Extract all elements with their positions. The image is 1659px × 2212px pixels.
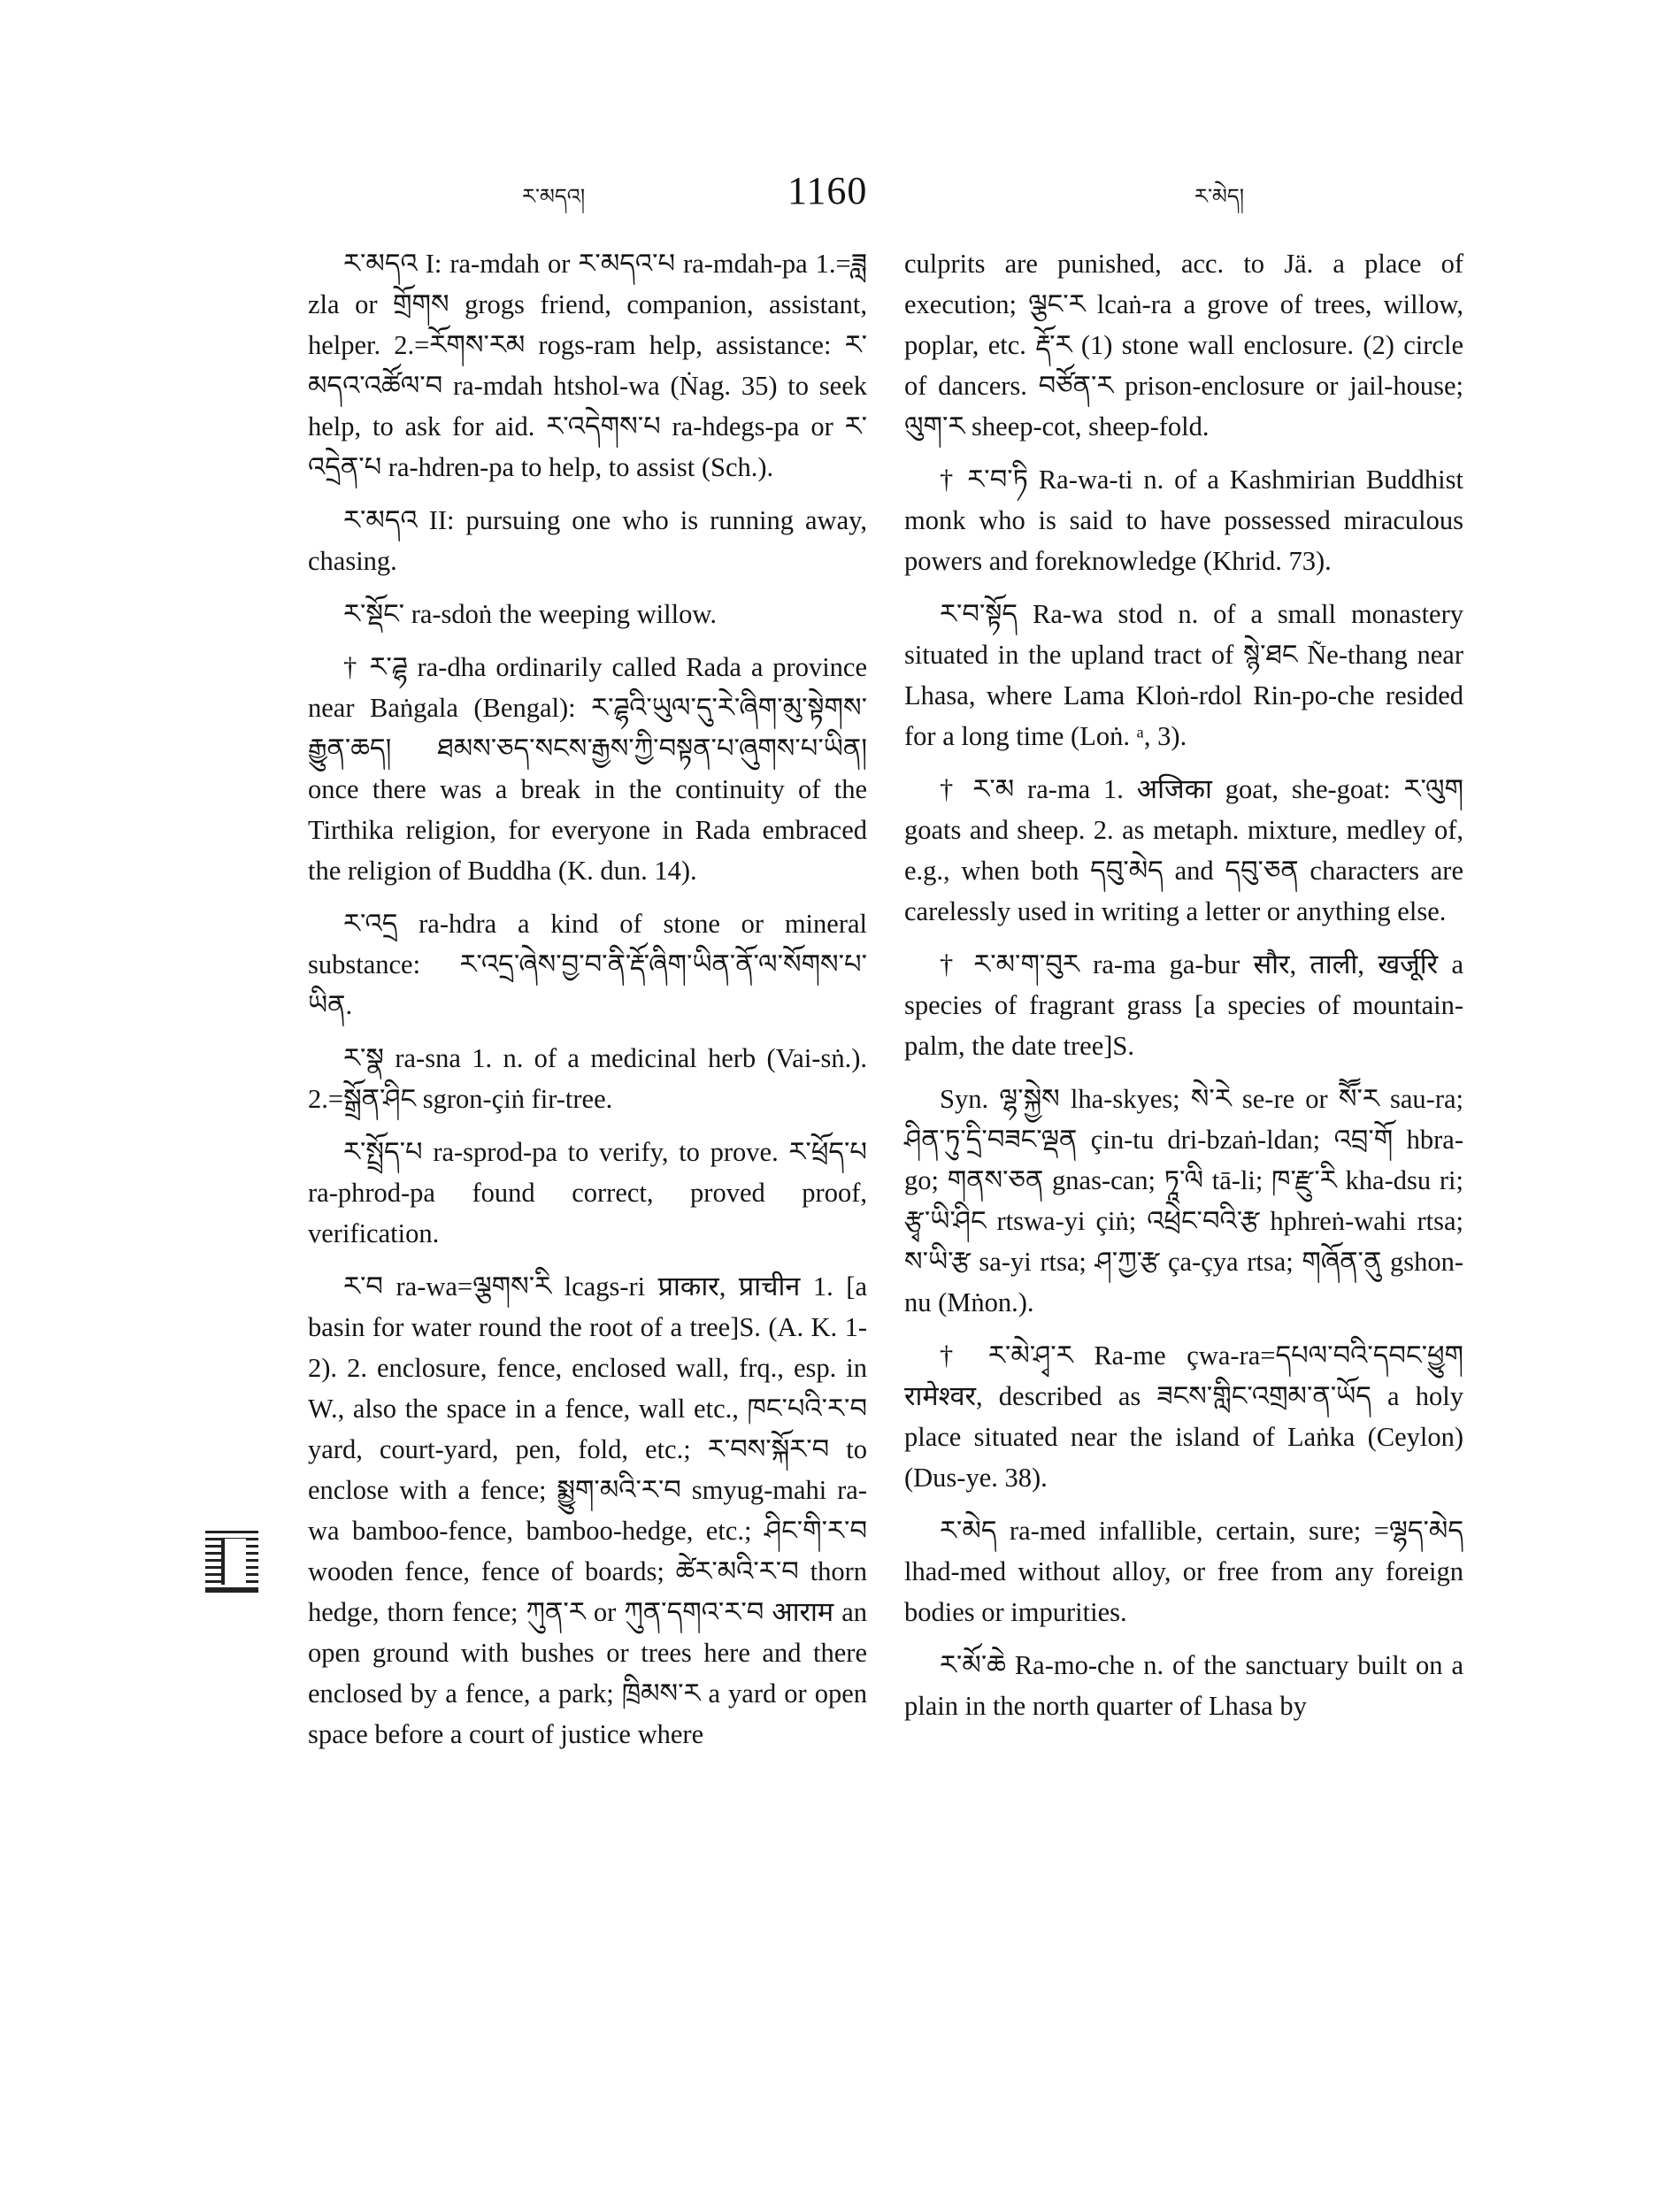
entry-ra-mdah-2: ར་མདའ II: pursuing one who is running away, chasing. — [308, 505, 867, 576]
entry-synonyms: Syn. ལྷ་སྐྱེས lha-skyes; སེ་རེ se-re or སཽ་ར sau-ra; ཤིན་ཏུ་དྲི་བཟང་ལྡན çin-tu dri-bzaṅ-ldan; འབྲ་གོ hbra-go; གནས་ཅན gnas-can; ཏཱ་ལི tā-li; ཁ་རྫུ་རི kha-dsu ri; རྩྭ་ཡི་ཤིང rtswa-yi çiṅ; འཕྲེང་བའི་རྩ hphreṅ-wahi rtsa; ས་ཡི་རྩ sa-yi rtsa; ཤ་ཀྱ་རྩ ça-çya rtsa; གཞོན་ནུ gshon-nu (Mṅon.). — [904, 1084, 1463, 1317]
header-left-guideword: ར་མདའ། — [522, 186, 586, 209]
page-header — [0, 168, 1659, 221]
entry-ra-wa-stod: ར་བ་སྟོད Ra-wa stod n. of a small monastery situated in the upland tract of སྙེ་ཐང Ñe-thang near Lhasa, where Lama Kloṅ-rdol Rin-po-che resided for a long time (Loṅ. ᵃ, 3). — [904, 599, 1463, 751]
entry-ra-me-cwa-ra: † ར་མེ་ཤྭ་ར Ra-me çwa-ra=དཔལ་བའི་དབང་ཕྱུག रामेश्वर, described as ཟངས་གླིང་འགྲམ་ན་ཡོད a holy place situated near the island of Laṅka (Ceylon) (Dus-ye. 38). — [904, 1340, 1463, 1493]
entry-ra-hdra: ར་འདྲ ra-hdra a kind of stone or mineral substance: ར་འདྲ་ཞེས་བྱ་བ་ནི་རྡོ་ཞིག་ཡིན་ནོ་ལ་སོགས་པ་ཡིན. — [308, 909, 867, 1020]
entry-ra-sdon: ར་སྡོང་ ra-sdoṅ the weeping willow. — [343, 599, 718, 629]
entry-ra-ma: † ར་མ ra-ma 1. अजिका goat, she-goat: ར་ལུག goats and sheep. 2. as metaph. mixture, medley of, e.g., when both དབུ་མེད and དབུ་ཅན characters are carelessly used in writing a letter or anything else. — [904, 774, 1463, 926]
left-column — [308, 243, 867, 1767]
entry-ra-wa-ti: † ར་བ་ཏི Ra-wa-ti n. of a Kashmirian Buddhist monk who is said to have possessed miraculous powers and foreknowledge (Khrid. 73). — [904, 465, 1463, 576]
page-number: 1160 — [787, 169, 868, 212]
entry-ra-sna: ར་སྣ ra-sna 1. n. of a medicinal herb (Vai-sṅ.). 2.=སྒྲོན་ཤིང sgron-çiṅ fir-tree. — [308, 1043, 867, 1114]
entry-ra-sprod-pa: ར་སྤྲོད་པ ra-sprod-pa to verify, to prove. ར་ཕྲོད་པ ra-phrod-pa found correct, proved proof, verification. — [308, 1137, 867, 1248]
entry-ra-dha: † ར་ཌྷ ra-dha ordinarily called Rada a province near Baṅgala (Bengal): ར་ཌྷའི་ཡུལ་དུ་རེ་ཞིག་མུ་སྟེགས་རྒྱུན་ཆད། ཐམས་ཅད་སངས་རྒྱས་ཀྱི་བསྟན་པ་ཞུགས་པ་ཡིན། once there was a break in the continuity of the Tirthika religion, for everyone in Rada embraced the religion of Buddha (K. dun. 14). — [308, 652, 867, 886]
entry-ra-mdah-1: ར་མདའ I: ra-mdah or ར་མདའ་པ ra-mdah-pa 1.=ཟླ zla or གྲོགས grogs friend, companion, assistant, helper. 2.=རོགས་རམ rogs-ram help, assistance: ར་མདའ་འཚོལ་བ ra-mdah htshol-wa (Ṅag. 35) to seek help, to ask for aid. ར་འདེགས་པ ra-hdegs-pa or ར་འདྲེན་པ ra-hdren-pa to help, to assist (Sch.). — [308, 249, 867, 482]
entry-ra-wa-continued: culprits are punished, acc. to Jä. a place of execution; ལྕང་ར lcaṅ-ra a grove of trees, willow, poplar, etc. རྡོ་ར (1) stone wall enclosure. (2) circle of dancers. བཙོན་ར prison-enclosure or jail-house; ལུག་ར sheep-cot, sheep-fold. — [904, 249, 1463, 442]
right-column — [904, 243, 1463, 1739]
margin-marker-icon — [205, 1531, 258, 1593]
entry-ra-ma-ga-bur: † ར་མ་ག་བུར ra-ma ga-bur सौर, ताली, खर्जूरि a species of fragrant grass [a species of mountain-palm, the date tree]S. — [904, 949, 1463, 1061]
entry-ra-mo-che: ར་མོ་ཆེ Ra-mo-che n. of the sanctuary built on a plain in the north quarter of Lhasa by — [904, 1650, 1463, 1721]
header-right-guideword: ར་མེད། — [1194, 186, 1245, 209]
entry-ra-med: ར་མེད ra-med infallible, certain, sure; =ལྷད་མེད lhad-med without alloy, or free from any foreign bodies or impurities. — [904, 1516, 1463, 1627]
entry-ra-wa: ར་བ ra-wa=ལྕགས་རི lcags-ri प्राकार, प्राचीन 1. [a basin for water round the root of a tree]S. (A. K. 1-2). 2. enclosure, fence, enclosed wall, frq., esp. in W., also the space in a fence, wall etc., ཁང་པའི་ར་བ yard, court-yard, pen, fold, etc.; ར་བས་སྐོར་བ to enclose with a fence; སྨྱུག་མའི་ར་བ smyug-mahi ra-wa bamboo-fence, bamboo-hedge, etc.; ཤིང་གི་ར་བ wooden fence, fence of boards; ཚེར་མའི་ར་བ thorn hedge, thorn fence; ཀུན་ར or ཀུན་དགའ་ར་བ आराम an open ground with bushes or trees here and there enclosed by a fence, a park; ཁྲིམས་ར a yard or open space before a court of justice where — [308, 1271, 867, 1749]
